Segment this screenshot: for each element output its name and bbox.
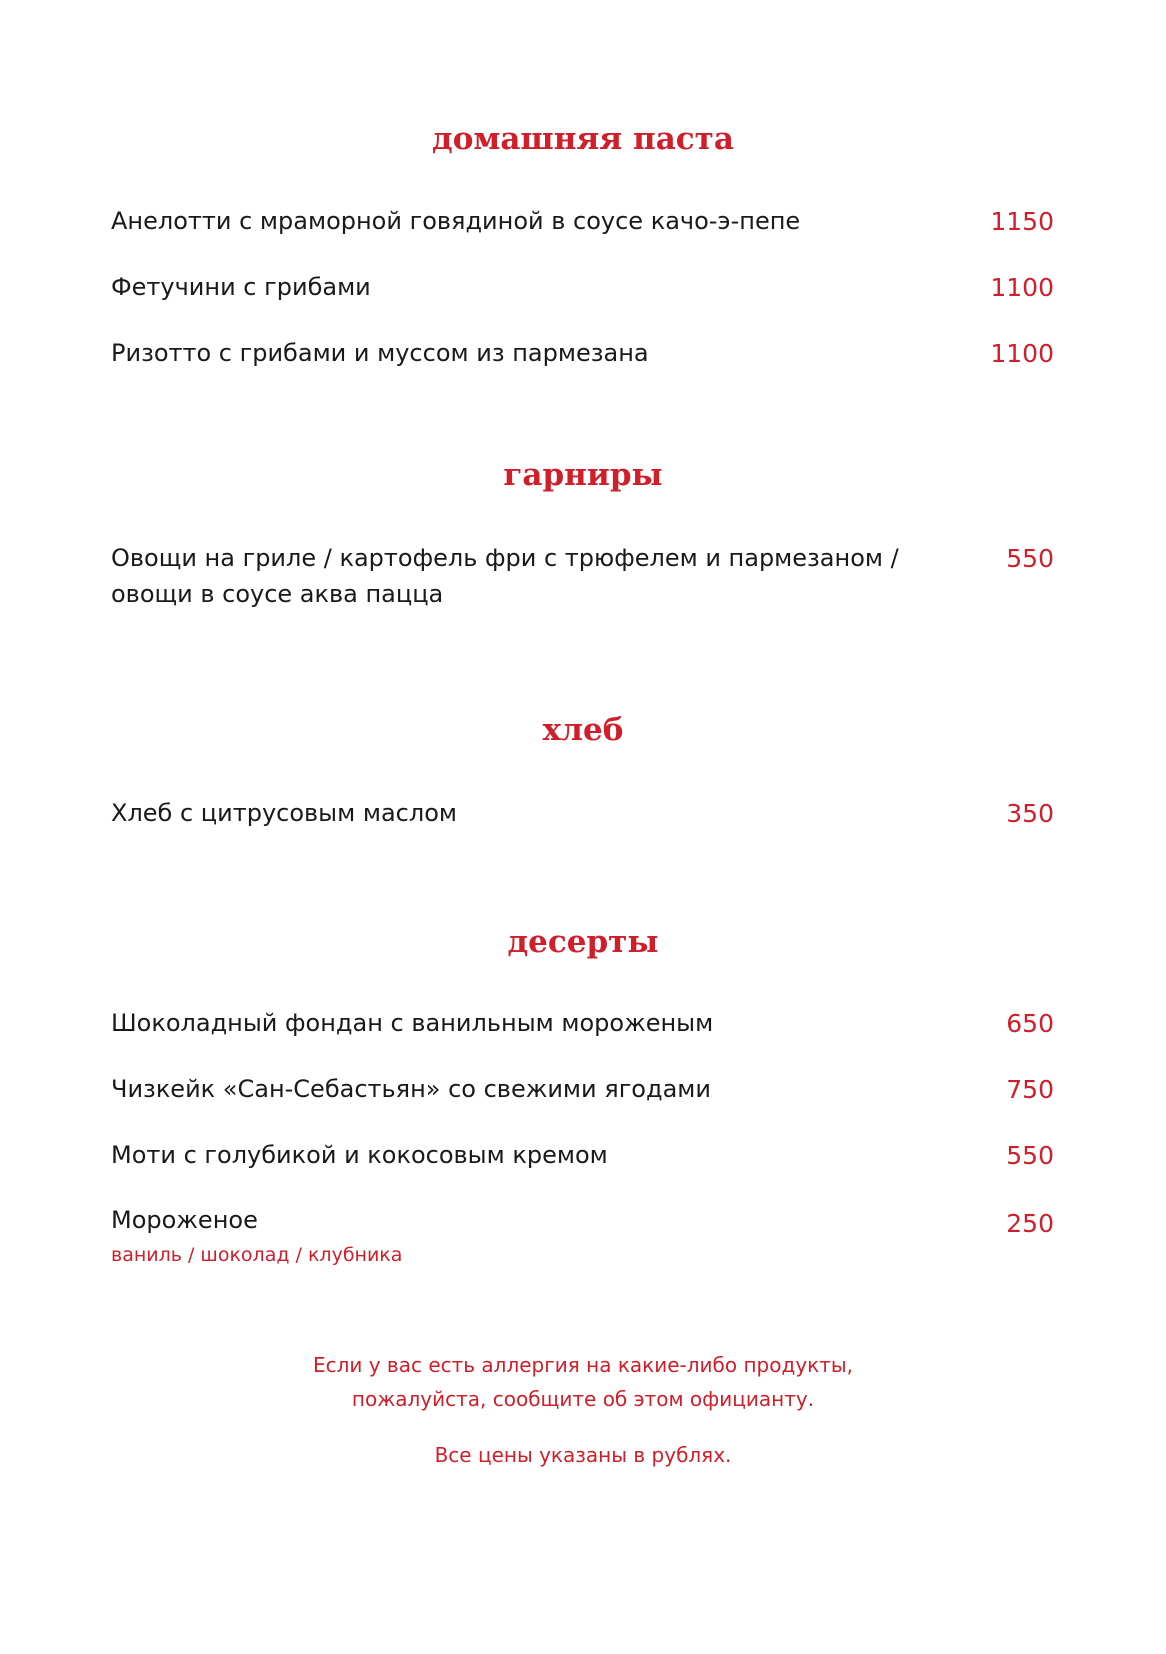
allergy-note-line2: пожалуйста, сообщите об этом официанту.	[351, 1387, 815, 1411]
menu-item-price: 550	[1006, 544, 1054, 573]
menu-item-name: Ризотто с грибами и муссом из пармезана	[111, 339, 649, 367]
menu-item-price: 1100	[990, 273, 1054, 302]
menu-item-price: 1100	[990, 339, 1054, 368]
section-title-sides: гарниры	[503, 457, 663, 493]
menu-item-price: 350	[1006, 799, 1054, 828]
menu-item-price: 650	[1006, 1009, 1054, 1038]
menu-item-name-line2: овощи в соусе аква пацца	[111, 580, 444, 608]
menu-item-name: Моти с голубикой и кокосовым кремом	[111, 1141, 608, 1169]
menu-item-price: 550	[1006, 1141, 1054, 1170]
menu-item-name: Чизкейк «Сан-Себастьян» со свежими ягодами	[111, 1075, 711, 1103]
menu-item-subtitle: ваниль / шоколад / клубника	[111, 1244, 403, 1266]
section-title-desserts: десерты	[507, 924, 659, 960]
section-title-pasta: домашняя паста	[432, 121, 734, 157]
menu-item-name: Хлеб с цитрусовым маслом	[111, 799, 457, 827]
menu-item-name: Фетучини с грибами	[111, 273, 371, 301]
allergy-note-line1: Если у вас есть аллергия на какие-либо продукты,	[312, 1353, 854, 1377]
menu-item-name: Анелотти с мраморной говядиной в соусе качо-э-пепе	[111, 207, 801, 235]
menu-item-name-line1: Овощи на гриле / картофель фри с трюфелем и пармезаном /	[111, 544, 899, 572]
prices-note: Все цены указаны в рублях.	[434, 1443, 732, 1467]
menu-item-name: Мороженое	[111, 1206, 258, 1234]
menu-item-name: Шоколадный фондан с ванильным мороженым	[111, 1009, 714, 1037]
section-title-bread: хлеб	[542, 712, 624, 748]
menu-item-price: 750	[1006, 1075, 1054, 1104]
menu-item-price: 250	[1006, 1209, 1054, 1238]
menu-item-price: 1150	[990, 207, 1054, 236]
